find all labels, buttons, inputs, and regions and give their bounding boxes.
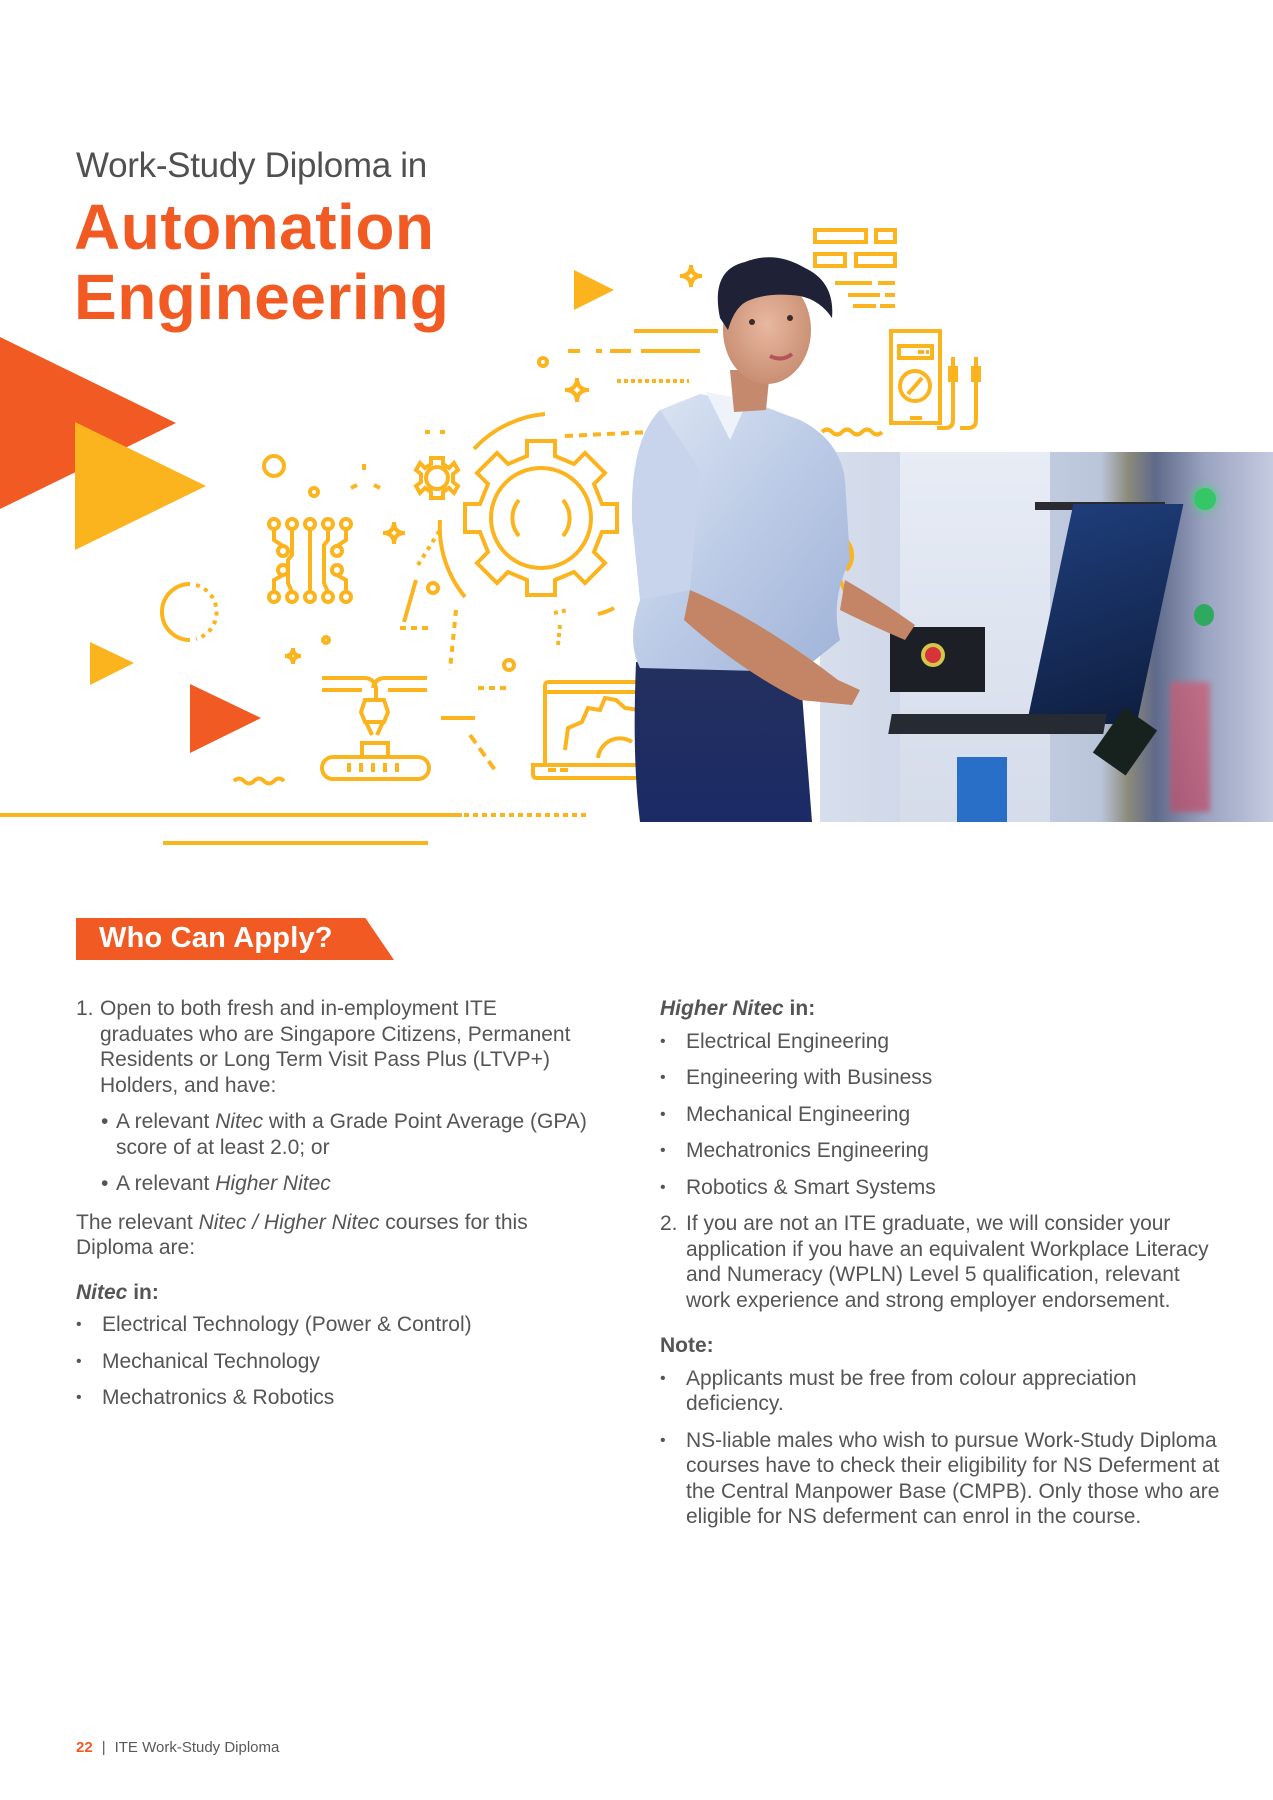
title-line-2: Engineering (74, 261, 450, 333)
list-item: • Electrical Technology (Power & Control) (76, 1313, 472, 1336)
student-photo (0, 0, 1273, 860)
list-item: • Robotics & Smart Systems (660, 1175, 936, 1199)
item-number: 2. (660, 1212, 678, 1235)
item-text: If you are not an ITE graduate, we will consider your application if you have an equivalent Workplace Literacy and Numeracy (WPLN) Level 5 qualification, relevant work experience and strong employer endorsement. (686, 1212, 1209, 1312)
requirement-sub-bullets (101, 1109, 596, 1197)
list-item: • Applicants must be free from colour appreciation deficiency. (660, 1366, 1137, 1415)
requirement-2 (660, 1211, 1220, 1313)
bullet-icon: • (76, 1316, 82, 1333)
section-banner-who-can-apply (76, 918, 394, 960)
title-line-1: Automation (74, 191, 435, 263)
list-item: • Mechanical Engineering (660, 1102, 911, 1126)
page-subtitle: Work-Study Diploma in (76, 146, 427, 185)
requirement-1 (76, 996, 596, 1098)
list-item: • NS-liable males who wish to pursue Work-Study Diploma courses have to check their eligibility for NS Deferment at the Central Manpower Base (CMPB). Only those who are eligible for NS deferment can enrol in the course. (660, 1428, 1220, 1528)
list-item: • Engineering with Business (660, 1066, 933, 1089)
note-heading: Note: (660, 1334, 714, 1357)
list-item: • Mechanical Technology (76, 1349, 320, 1373)
higher-nitec-course-list (660, 1029, 1220, 1201)
bullet-icon: • (101, 1110, 109, 1133)
publication-name: ITE Work-Study Diploma (114, 1739, 280, 1756)
section-title: Who Can Apply? (99, 922, 333, 954)
bullet-icon: • (660, 1105, 666, 1123)
list-item: • Electrical Engineering (660, 1029, 890, 1053)
bullet-icon: • (660, 1032, 666, 1050)
nitec-heading: Nitec in: (76, 1280, 159, 1304)
bullet-icon: • (660, 1369, 666, 1387)
bullet-icon: • (76, 1389, 82, 1406)
courses-intro: The relevant Nitec / Higher Nitec courses for this Diploma are: (76, 1210, 528, 1259)
bullet-icon: • (660, 1069, 666, 1086)
bullet-icon: • (101, 1172, 109, 1195)
bullet-icon: • (660, 1142, 666, 1159)
note-list (660, 1366, 1220, 1530)
bullet-icon: • (76, 1352, 82, 1370)
higher-nitec-heading: Higher Nitec in: (660, 997, 816, 1020)
page-number: 22 (76, 1739, 93, 1756)
list-item: • Mechatronics Engineering (660, 1139, 929, 1162)
bullet-icon: • (660, 1431, 666, 1449)
item-text: Open to both fresh and in-employment ITE graduates who are Singapore Citizens, Permanent Residents or Long Term Visit Pass Plus (LTVP+) Holders, and have: (100, 997, 571, 1097)
bullet-icon: • (660, 1178, 666, 1196)
list-item: • Mechatronics & Robotics (76, 1386, 335, 1409)
item-number: 1. (76, 997, 94, 1020)
left-column (76, 996, 596, 1422)
sub-bullet: • A relevant Nitec with a Grade Point Average (GPA) score of at least 2.0; or (101, 1110, 587, 1159)
right-column (660, 996, 1220, 1541)
sub-bullet: • A relevant Higher Nitec (101, 1172, 331, 1195)
footer-separator: | (101, 1739, 106, 1756)
nitec-course-list (76, 1312, 596, 1411)
page-footer (76, 1739, 279, 1756)
